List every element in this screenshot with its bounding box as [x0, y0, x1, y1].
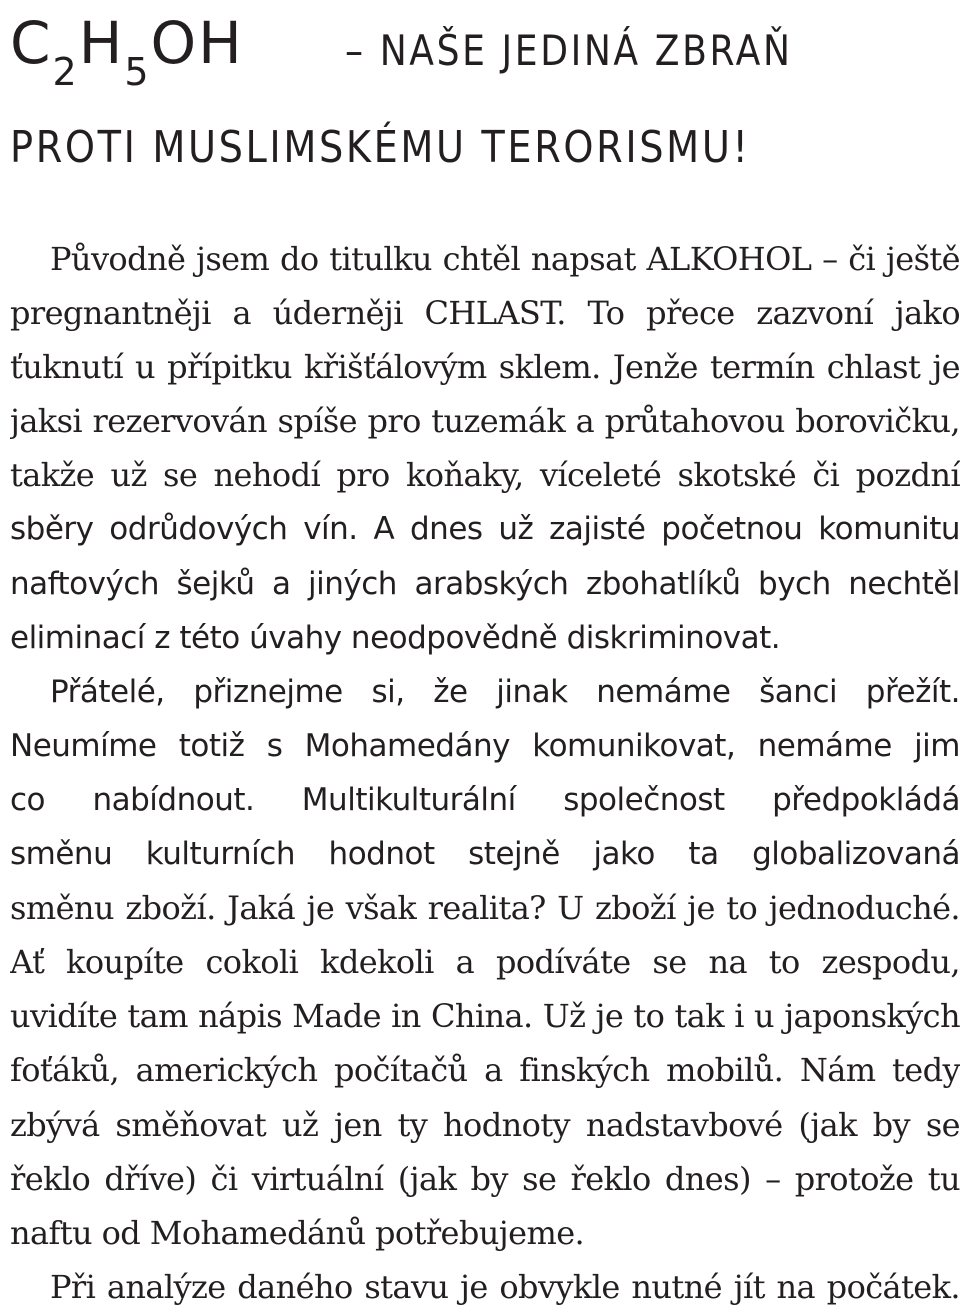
text-line: foťáků, amerických počítačů a finských mobilů. Nám tedy: [10, 1051, 960, 1090]
text-line: Přátelé, přiznejme si, že jinak nemáme šanci přežít.: [50, 673, 960, 710]
text-line: uvidíte tam nápis Made in China. Už je to tak i u japonských: [10, 997, 960, 1036]
title-line-2: PROTI MUSLIMSKÉMU TERORISMU!: [10, 122, 751, 173]
text-line: řeklo dříve) či virtuální (jak by se řeklo dnes) – protože tu: [10, 1159, 960, 1198]
text-line: Původně jsem do titulku chtěl napsat ALKOHOL – či ještě: [50, 240, 960, 278]
title-line-1-text: – NAŠE JEDINÁ ZBRAŇ: [345, 26, 793, 75]
text-line: ťuknutí u přípitku křišťálovým sklem. Jenže termín chlast je: [10, 348, 960, 387]
text-line: takže už se nehodí pro koňaky, víceleté skotské či pozdní: [10, 456, 960, 495]
text-line: zbývá směňovat už jen ty hodnoty nadstavbové (jak by se: [10, 1105, 960, 1144]
text-line: Neumíme totiž s Mohamedány komunikovat, nemáme jim: [10, 727, 960, 764]
chemical-formula: $C_2H_5OH$: [10, 9, 244, 94]
article-body: [10, 232, 960, 1314]
text-line: naftu od Mohamedánů potřebujeme.: [10, 1213, 585, 1252]
text-line: co nabídnout. Multikulturální společnost předpokládá: [10, 781, 960, 818]
text-line: sběry odrůdových vín. A dnes už zajisté početnou komunitu: [10, 511, 960, 548]
text-line: Ať koupíte cokoli kdekoli a podíváte se na to zespodu,: [10, 943, 960, 982]
text-line: směnu zboží. Jaká je však realita? U zboží je to jednoduché.: [10, 889, 960, 928]
text-line: jaksi rezervován spíše pro tuzemák a průtahovou borovičku,: [10, 402, 960, 441]
text-line: Při analýze daného stavu je obvykle nutné jít na počátek.: [50, 1267, 960, 1306]
text-line: naftových šejků a jiných arabských zbohatlíků bych nechtěl: [10, 565, 960, 602]
text-line: eliminací z této úvahy neodpovědně diskriminovat.: [10, 619, 781, 656]
text-line: směnu kulturních hodnot stejně jako ta globalizovaná: [10, 836, 960, 873]
text-line: pregnantněji a úderněji CHLAST. To přece zazvoní jako: [10, 294, 960, 333]
